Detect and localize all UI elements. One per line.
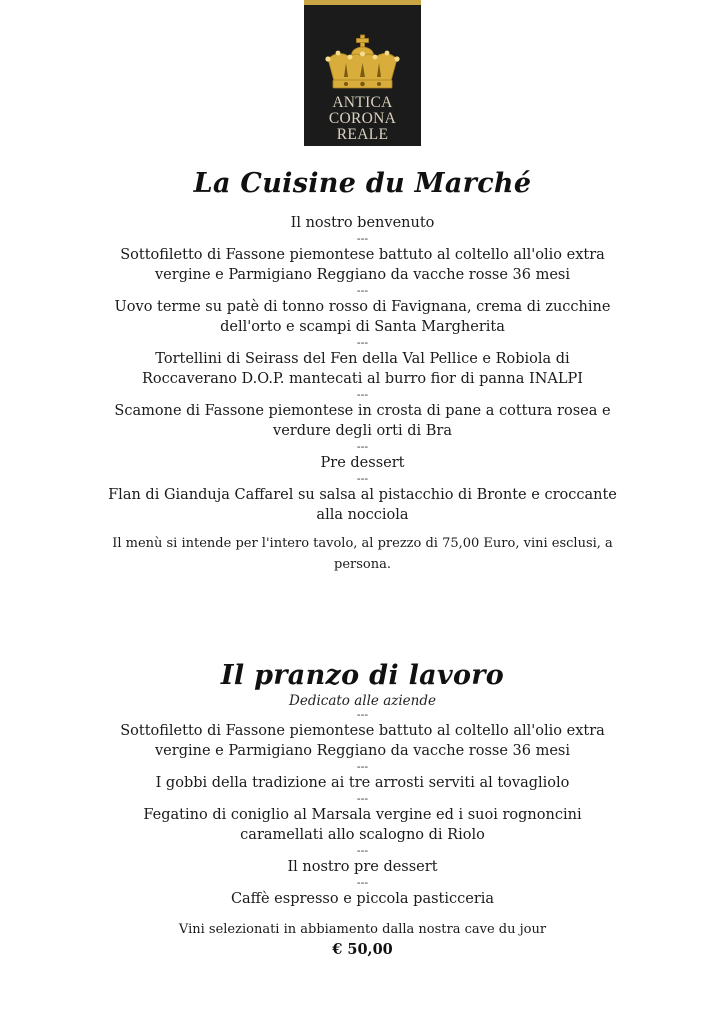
menu-2-separator: ---: [356, 876, 369, 889]
crown-icon: [322, 33, 403, 93]
menu-1-item-2: Sottofiletto di Fassone piemontese battuto al coltello all'olio extra vergine e Parmigiano Reggiano da vacche rosse 36 mesi: [120, 247, 605, 283]
logo-line-3: REALE: [336, 126, 389, 143]
menu-1-separator: ---: [356, 336, 369, 349]
menu-2-price: € 50,00: [332, 941, 393, 958]
menu-1-separator: ---: [356, 284, 369, 297]
menu-2-item-4: Il nostro pre dessert: [287, 859, 438, 875]
restaurant-logo: [304, 0, 421, 146]
menu-1-price-note: Il menù si intende per l'intero tavolo, al prezzo di 75,00 Euro, vini esclusi, a persona.: [112, 536, 613, 572]
menu-2-item-2: I gobbi della tradizione ai tre arrosti serviti al tovagliolo: [155, 775, 570, 791]
menu-2-item-1: Sottofiletto di Fassone piemontese battuto al coltello all'olio extra vergine e Parmigiano Reggiano da vacche rosse 36 mesi: [120, 723, 605, 759]
menu-2-subtitle: Dedicato alle aziende: [289, 693, 436, 709]
menu-1-item-1: Il nostro benvenuto: [290, 215, 435, 231]
menu-1-separator: ---: [356, 232, 369, 245]
menu-1-item-7: Flan di Gianduja Caffarel su salsa al pistacchio di Bronte e croccante alla nocciola: [108, 487, 617, 523]
menu-2-title: Il pranzo di lavoro: [220, 660, 505, 691]
menu-2-item-5: Caffè espresso e piccola pasticceria: [230, 891, 495, 907]
menu-2-separator: ---: [356, 708, 369, 721]
menu-2-separator: ---: [356, 844, 369, 857]
menu-1-item-6: Pre dessert: [320, 455, 405, 471]
menu-2-wine-note: Vini selezionati in abbiamento dalla nostra cave du jour: [178, 922, 547, 937]
logo-wordmark: [304, 95, 421, 143]
menu-1-separator: ---: [356, 472, 369, 485]
menu-2-separator: ---: [356, 760, 369, 773]
menu-pranzo-di-lavoro: [0, 660, 725, 960]
menu-1-separator: ---: [356, 388, 369, 401]
menu-2-separator: ---: [356, 792, 369, 805]
menu-1-item-3: Uovo terme su patè di tonno rosso di Favignana, crema di zucchine dell'orto e scampi di Santa Margherita: [114, 299, 611, 335]
logo-line-1: ANTICA: [332, 94, 393, 111]
menu-1-title: La Cuisine du Marché: [193, 168, 532, 199]
menu-1-item-5: Scamone di Fassone piemontese in crosta di pane a cottura rosea e verdure degli orti di Bra: [114, 403, 611, 439]
menu-1-item-4: Tortellini di Seirass del Fen della Val Pellice e Robiola di Roccaverano D.O.P. mantecati al burro fior di panna INALPI: [142, 351, 583, 387]
menu-cuisine-du-marche: [0, 168, 725, 575]
menu-2-item-3: Fegatino di coniglio al Marsala vergine ed i suoi rognoncini caramellati allo scalogno di Riolo: [143, 807, 582, 843]
menu-1-separator: ---: [356, 440, 369, 453]
logo-line-2: CORONA: [328, 110, 397, 127]
